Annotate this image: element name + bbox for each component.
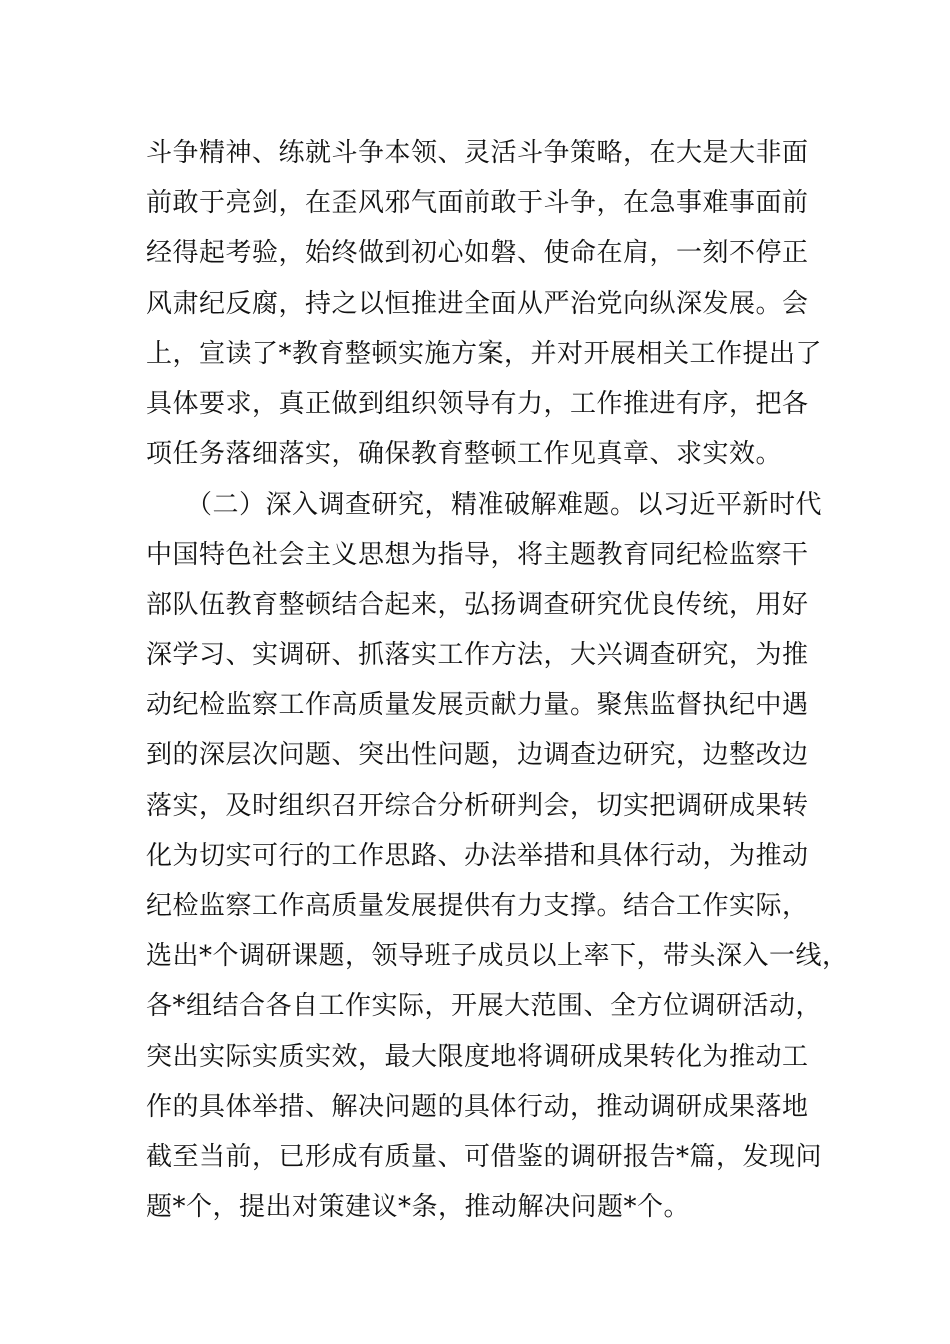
paragraph-line: 动纪检监察工作高质量发展贡献力量。聚焦监督执纪中遇 [146,690,809,721]
paragraph-line: 中国特色社会主义思想为指导，将主题教育同纪检监察干 [146,539,809,570]
paragraph-line: 风肃纪反腐，持之以恒推进全面从严治党向纵深发展。会 [146,288,809,319]
paragraph-line: 上，宣读了*教育整顿实施方案，并对开展相关工作提出了 [146,338,823,369]
paragraph-line: 经得起考验，始终做到初心如磐、使命在肩，一刻不停正 [146,238,809,269]
paragraph-line: 具体要求，真正做到组织领导有力，工作推进有序，把各 [146,388,809,419]
paragraph-line: 深学习、实调研、抓落实工作方法，大兴调查研究，为推 [146,640,809,671]
paragraph-line: 突出实际实质实效，最大限度地将调研成果转化为推动工 [146,1041,809,1072]
paragraph-2 [146,480,849,1233]
paragraph-line: 落实，及时组织召开综合分析研判会，切实把调研成果转 [146,790,809,821]
paragraph-line: 项任务落细落实，确保教育整顿工作见真章、求实效。 [146,439,783,470]
paragraph-line: 截至当前，已形成有质量、可借鉴的调研报告*篇，发现问 [146,1141,823,1172]
paragraph-line: 到的深层次问题、突出性问题，边调查边研究，边整改边 [146,740,809,771]
paragraph-1 [146,128,846,479]
paragraph-line: 各*组结合各自工作实际，开展大范围、全方位调研活动， [146,991,823,1022]
paragraph-line: 题*个，提出对策建议*条，推动解决问题*个。 [146,1192,691,1223]
paragraph-line: 前敢于亮剑，在歪风邪气面前敢于斗争，在急事难事面前 [146,188,809,219]
paragraph-line: 部队伍教育整顿结合起来，弘扬调查研究优良传统，用好 [146,589,809,620]
paragraph-line: 化为切实可行的工作思路、办法举措和具体行动，为推动 [146,840,809,871]
paragraph-line: 纪检监察工作高质量发展提供有力支撑。结合工作实际， [146,891,809,921]
paragraph-line: 斗争精神、练就斗争本领、灵活斗争策略，在大是大非面 [146,138,809,168]
paragraph-line: 作的具体举措、解决问题的具体行动，推动调研成果落地 [146,1091,809,1122]
paragraph-line: 选出*个调研课题，领导班子成员以上率下，带头深入一线， [146,941,849,972]
section-heading-line: （二）深入调查研究，精准破解难题。以习近平新时代 [186,489,823,520]
